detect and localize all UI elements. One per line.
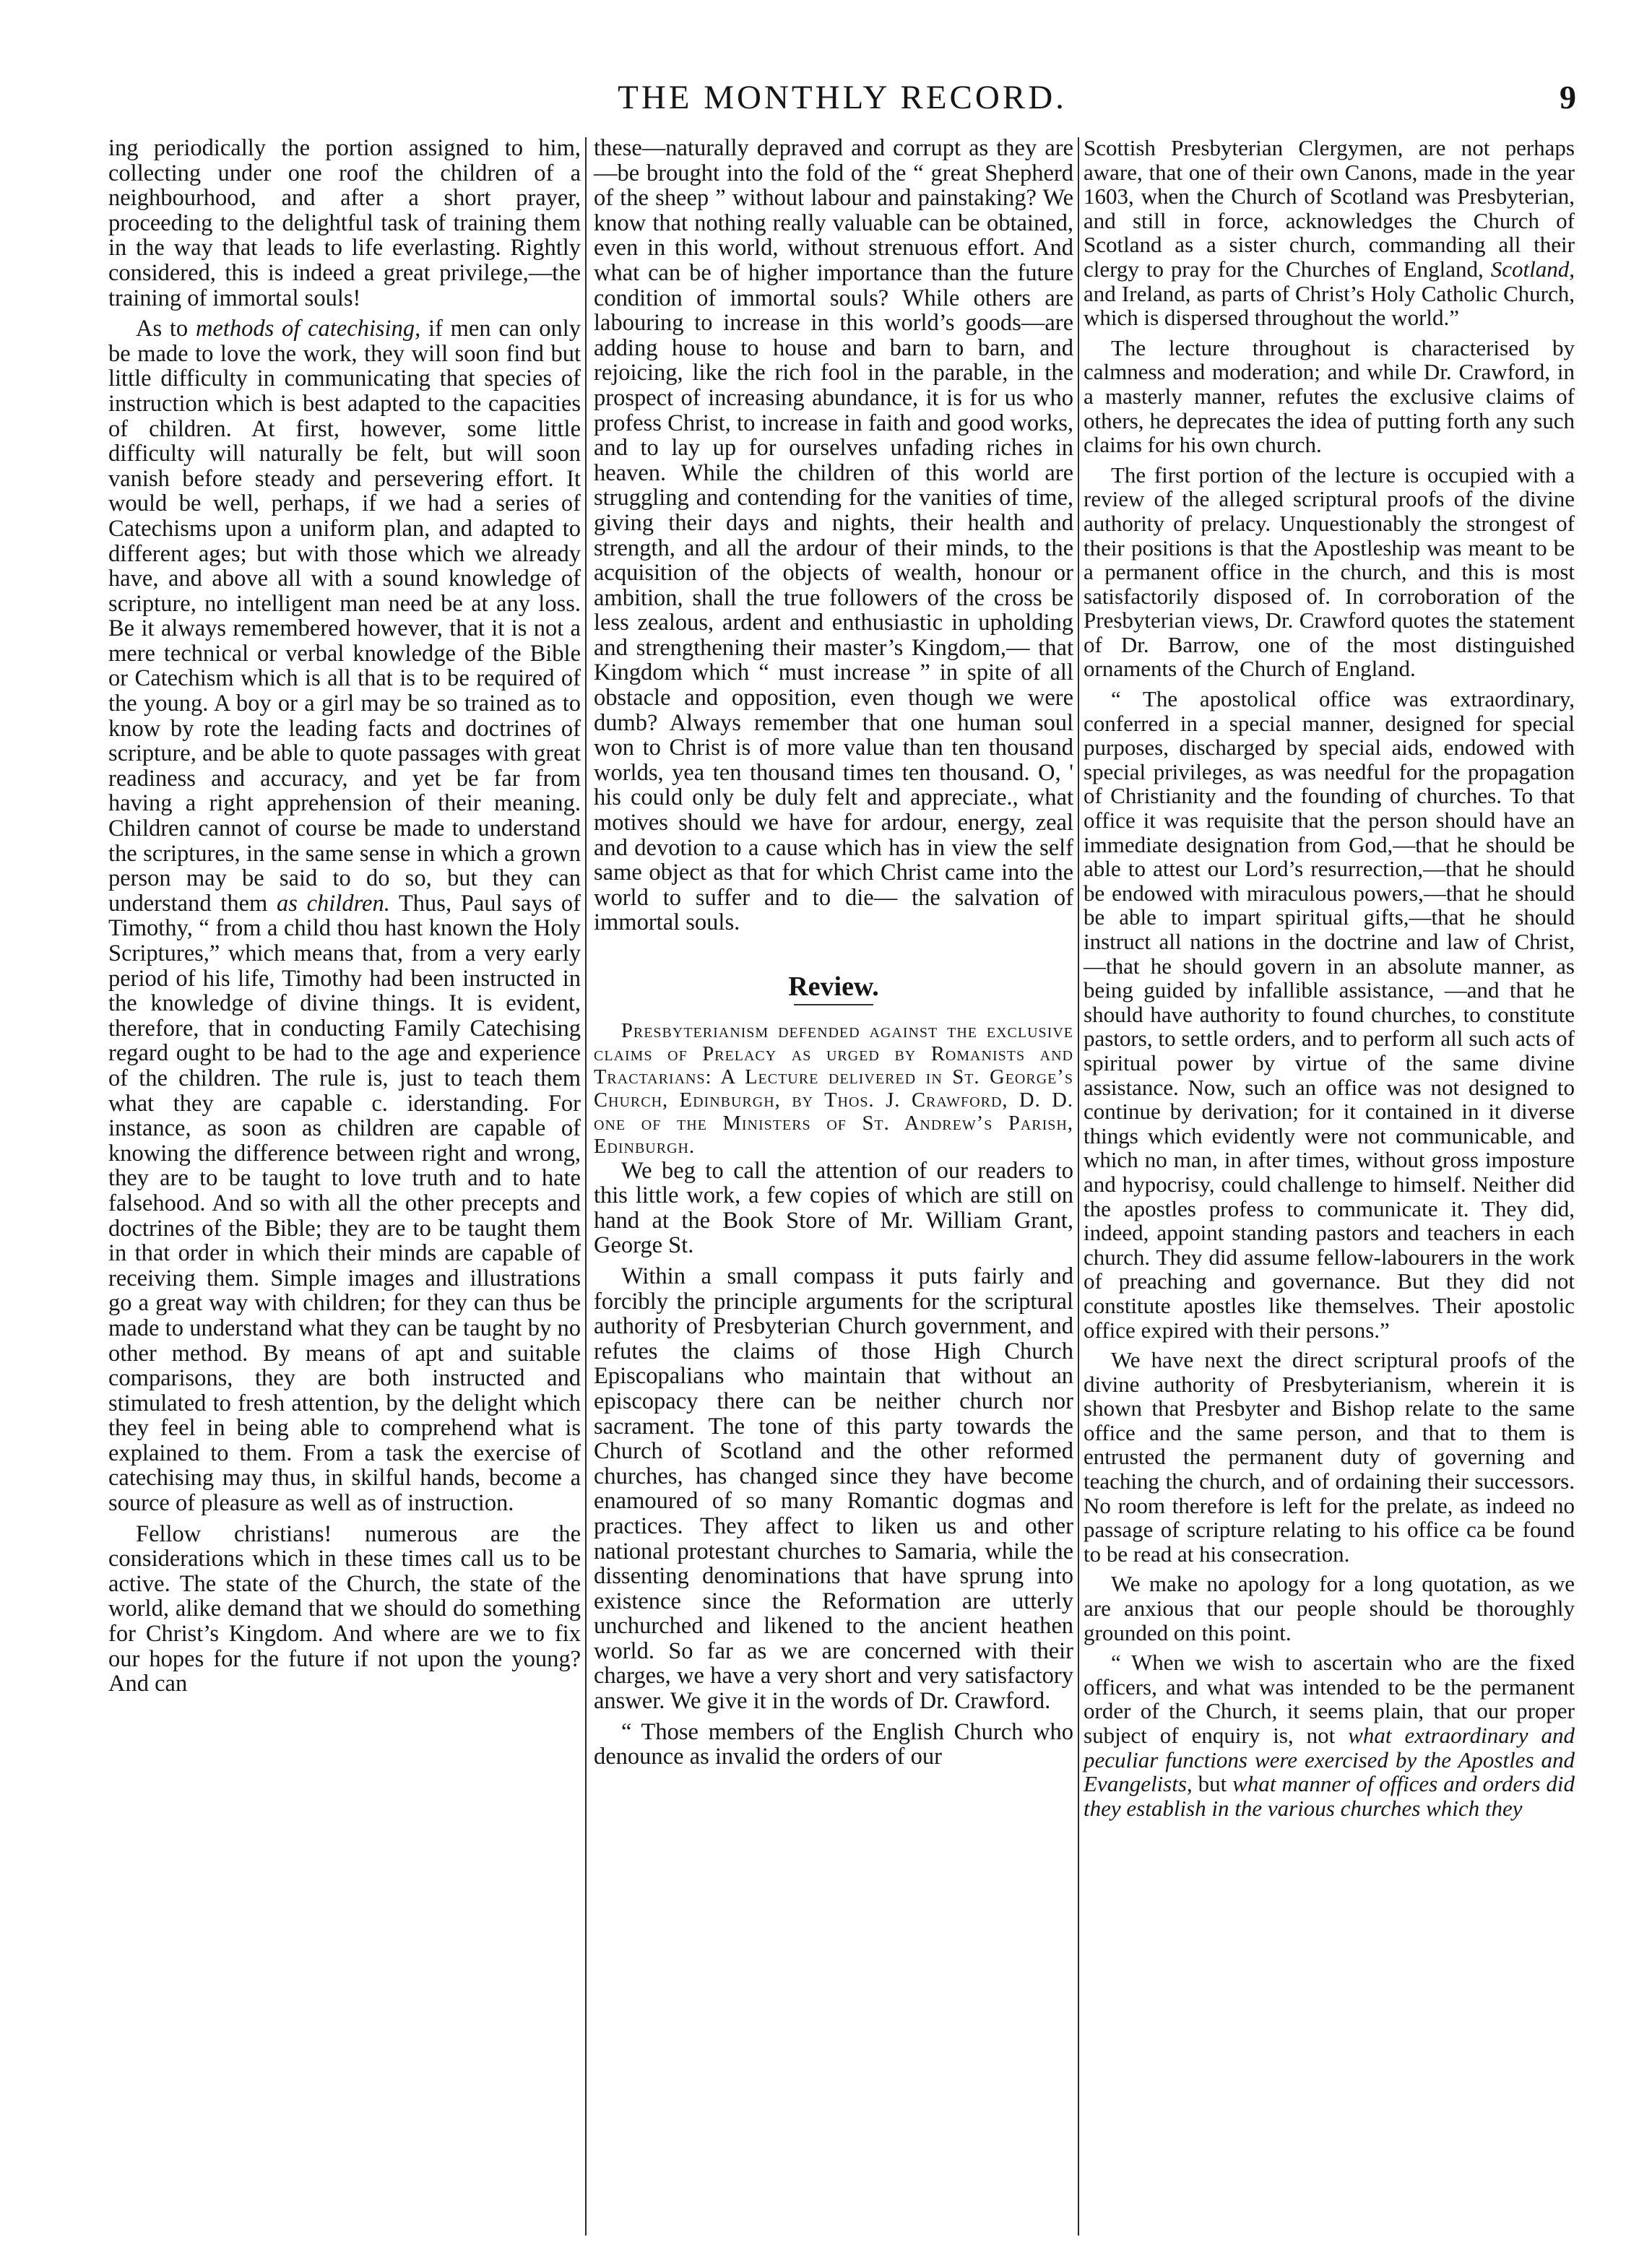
- paragraph: these—naturally depraved and corrupt as they are—be brought into the fold of the “ great Shepherd of the sheep ” without labour and painstaking? We know that nothing really valuable can be obtained, even in this world, without strenuous effort. And what can be of higher importance than the future condition of immortal souls? While others are labouring to increase in this world’s goods—are adding house to house and barn to barn, and rejoicing, like the rich fool in the parable, in the prospect of increasing abundance, it is for us who profess Christ, to increase in faith and good works, and to lay up for ourselves unfading riches in heaven. While the children of this world are struggling and contending for the vanities of time, giving their days and nights, their health and strength, and all the ardour of their minds, to the acquisition of the objects of wealth, honour or ambition, shall the true followers of the cross be less zealous, ardent and enthusiastic in upholding and strengthening their master’s Kingdom,— that Kingdom which “ must increase ” in spite of all obstacle and opposition, even though we were dumb? Always remember that one human soul won to Christ is of more value than ten thousand worlds, yea ten thousand times ten thousand. O, ' his could only be duly felt and appreciate., what motives should we have for ardour, energy, zeal and devotion to a cause which has in view the self same object as that for which Christ came into the world to suffer and to die— the salvation of immortal souls.: [594, 135, 1073, 936]
- column-2: [594, 136, 1073, 1770]
- section-heading: Review.: [788, 971, 879, 1002]
- heading-rule: [794, 1004, 873, 1005]
- page-header: [108, 64, 1576, 129]
- paragraph: Scottish Presbyterian Clergymen, are not perhaps aware, that one of their own Canons, made in the year 1603, when the Church of Scotland was Presbyterian, and still in force, acknowledges the Church of Scotland as a sister church, commanding all their clergy to pray for the Churches of England, Scotland, and Ireland, as parts of Christ’s Holy Catholic Church, which is dispersed throughout the world.”: [1084, 135, 1575, 331]
- paragraph: We beg to call the attention of our readers to this little work, a few copies of which are still on hand at the Book Store of Mr. William Grant, George St.: [594, 1157, 1073, 1259]
- paragraph: “ Those members of the English Church who denounce as invalid the orders of our: [594, 1718, 1073, 1770]
- paragraph: Fellow christians! numerous are the considerations which in these times call us to be active. The state of the Church, the state of the world, alike demand that we should do something for Christ’s Kingdom. And where are we to fix our hopes for the future if not upon the young? And can: [108, 1520, 581, 1697]
- column-divider: [585, 137, 587, 2235]
- paragraph: Within a small compass it puts fairly and forcibly the principle arguments for the scriptural authority of Presbyterian Church government, and refutes the claims of those High Church Episcopalians who maintain that without an episcopacy there can be neither church nor sacrament. The tone of this party towards the Church of Scotland and the other reformed churches, has changed since they have become enamoured of so many Romantic dogmas and practices. They affect to liken us and other national protestant churches to Samaria, while the dissenting denominations that have sprung into existence since the Reformation are utterly unchurched and likened to the ancient heathen world. So far as we are concerned with their charges, we have a very short and very satisfactory answer. We give it in the words of Dr. Crawford.: [594, 1263, 1073, 1715]
- page-number: 9: [1560, 79, 1576, 116]
- publication-title: THE MONTHLY RECORD.: [618, 79, 1067, 116]
- column-divider: [1078, 137, 1079, 2235]
- paragraph: As to methods of catechising, if men can only be made to love the work, they will soon find but little difficulty in communicating that species of instruction which is best adapted to the capacities of children. At first, however, some little difficulty will naturally be felt, but will soon vanish before steady and persevering effort. It would be well, perhaps, if we had a series of Catechisms upon a uniform plan, and adapted to different ages; but with those which we already have, and above all with a sound knowledge of scripture, no intelligent man need be at any loss. Be it always remembered however, that it is not a mere technical or verbal knowledge of the Bible or Catechism which is all that is to be required of the young. A boy or a girl may be so trained as to know by rote the leading facts and doctrines of scripture, and be able to quote passages with great readiness and accuracy, and yet be far from having a right apprehension of their meaning. Children cannot of course be made to understand the scriptures, in the same sense in which a grown person may be said to do so, but they can understand them as children. Thus, Paul says of Timothy, “ from a child thou hast known the Holy Scriptures,” which means that, from a very early period of his life, Timothy had been instructed in the knowledge of divine things. It is evident, therefore, that in conducting Family Catechising regard ought to be had to the age and experience of the children. The rule is, just to teach them what they are capable c. iderstanding. For instance, as soon as children are capable of knowing the difference between right and wrong, they are to be taught to love truth and to hate falsehood. And so with all the other precepts and doctrines of the Bible; they are to be taught them in that order in which their minds are capable of receiving them. Simple images and illustrations go a great way with children; for they can thus be made to understand what they can be taught by no other method. By means of apt and suitable comparisons, they are both instructed and stimulated to fresh attention, by the delight which they feel in being able to comprehend what is explained to them. From a task the exercise of catechising may thus, in skilful hands, become a source of pleasure as well as of instruction.: [108, 316, 581, 1517]
- paragraph: We have next the direct scriptural proofs of the divine authority of Presbyterianism, wherein it is shown that Presbyter and Bishop relate to the same office and the same person, and that to them is entrusted the permanent duty of governing and teaching the church, and of ordaining their successors. No room therefore is left for the prelate, as indeed no passage of scripture relating to his office ca be found to be read at his consecration.: [1084, 1347, 1575, 1567]
- review-title: Presbyterianism defended against the exclusive claims of Prelacy as urged by Romanists and Tractarians: A Lecture delivered in St. George’s Church, Edinburgh, by Thos. J. Crawford, D. D. one of the Ministers of St. Andrew’s Parish, Edinburgh.: [594, 1019, 1074, 1158]
- paragraph: The first portion of the lecture is occupied with a review of the alleged scriptural proofs of the divine authority of prelacy. Unquestionably the strongest of their positions is that the Apostleship was meant to be a permanent office in the church, and this is most satisfactorily disposed of. In corroboration of the Presbyterian views, Dr. Crawford quotes the statement of Dr. Barrow, one of the most distinguished ornaments of the Church of England.: [1084, 462, 1575, 682]
- quotation: “ When we wish to ascertain who are the fixed officers, and what was intended to be the permanent order of the Church, it seems plain, that our proper subject of enquiry is, not what extraordinary and peculiar functions were exercised by the Apostles and Evangelists, but what manner of offices and orders did they establish in the various churches which they: [1084, 1650, 1575, 1821]
- paragraph: We make no apology for a long quotation, as we are anxious that our people should be thoroughly grounded on this point.: [1084, 1571, 1575, 1645]
- paragraph: ing periodically the portion assigned to him, collecting under one roof the children of a neighbourhood, and after a short prayer, proceeding to the delightful task of training them in the way that leads to life everlasting. Rightly considered, this is indeed a great privilege,—the training of immortal souls!: [108, 135, 581, 311]
- column-1: [108, 136, 581, 1697]
- paragraph: The lecture throughout is characterised by calmness and moderation; and while Dr. Crawford, in a masterly manner, refutes the exclusive claims of others, he deprecates the idea of putting forth any such claims for his own church.: [1084, 334, 1575, 458]
- column-3: [1084, 136, 1575, 1820]
- quotation: “ The apostolical office was extraordinary, conferred in a special manner, designed for special purposes, discharged by special aids, endowed with special privileges, as was needful for the propagation of Christianity and the founding of churches. To that office it was requisite that the person should have an immediate designation from God,—that he should be able to attest our Lord’s resurrection,—that he should be endowed with miraculous powers,—that he should be able to impart spiritual gifts,—that he should instruct all nations in the doctrine and law of Christ, —that he should govern in an absolute manner, as being guided by infallible assistance, —and that he should have authority to found churches, to constitute pastors, to settle orders, and to perform all such acts of spiritual power by virtue of the same divine assistance. Now, such an office was not designed to continue by derivation; for it contained in it diverse things which evidently were not communicable, and which no man, in after times, without gross imposture and hypocrisy, could challenge to himself. Neither did the apostles profess to communicate it. They did, indeed, appoint standing pastors and teachers in each church. They did assume fellow-labourers in the work of preaching and governance. But they did not constitute apostles like themselves. Their apostolic office expired with their persons.”: [1084, 686, 1575, 1343]
